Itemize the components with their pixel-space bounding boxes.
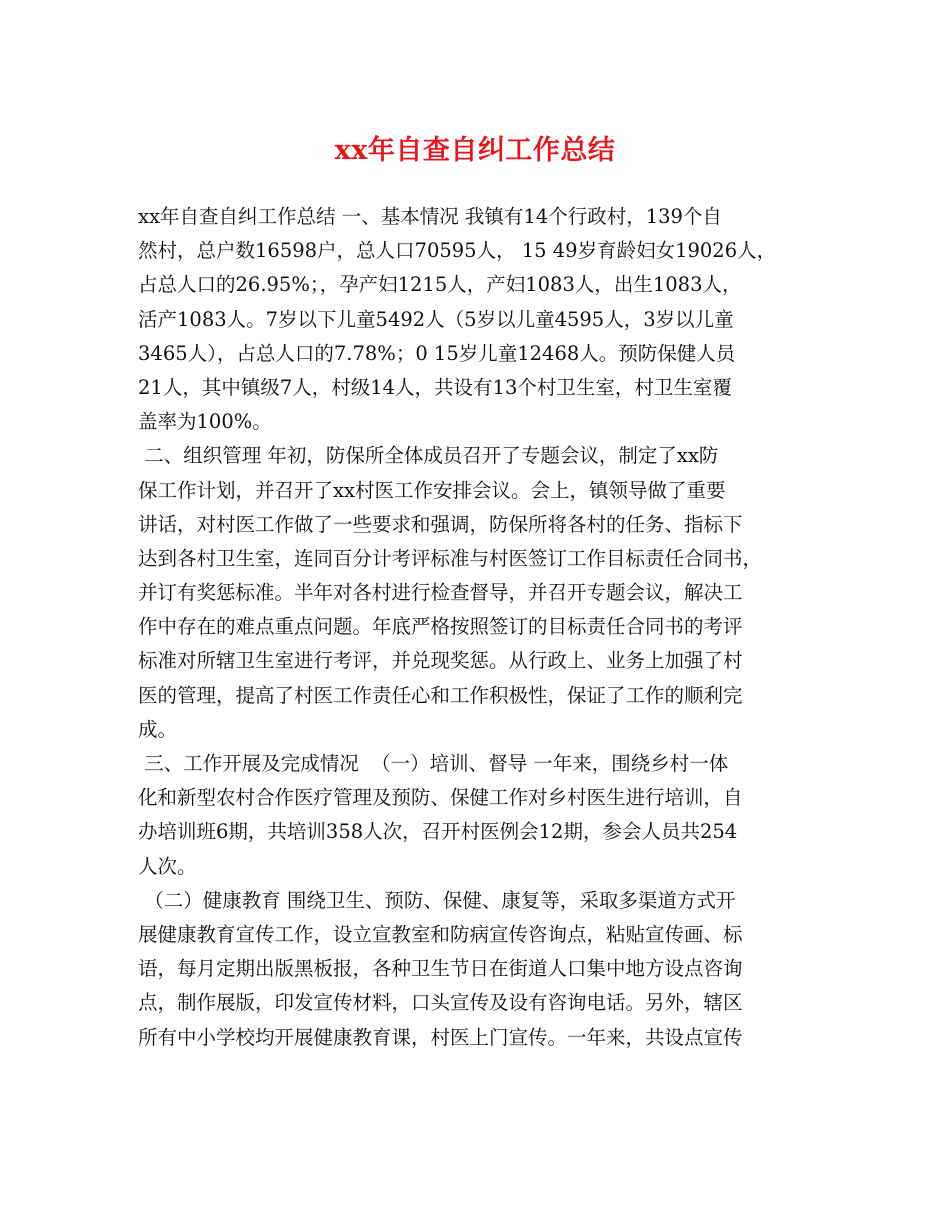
body-line: 达到各村卫生室，连同百分计考评标准与村医签订工作目标责任合同书， [138,546,763,570]
body-line: 人次。 [138,854,197,878]
body-line: 语，每月定期出版黑板报，各种卫生节日在街道人口集中地方设点咨询 [138,957,743,981]
body-line: 保工作计划，并召开了xx村医工作安排会议。会上，镇领导做了重要 [138,478,726,502]
body-line: 医的管理，提高了村医工作责任心和工作积极性，保证了工作的顺利完 [138,683,743,707]
body-line: 讲话，对村医工作做了一些要求和强调，防保所将各村的任务、指标下 [138,512,743,536]
body-line: 然村，总户数16598户，总人口70595人， 15 49岁育龄妇女19026人， [138,239,777,263]
body-line: 点，制作展版，印发宣传材料，口头宣传及设有咨询电话。另外，辖区 [138,991,743,1015]
body-line: 化和新型农村合作医疗管理及预防、保健工作对乡村医生进行培训，自 [138,786,743,810]
body-line: 21人，其中镇级7人，村级14人，共设有13个村卫生室，村卫生室覆 [138,375,732,399]
body-line: 展健康教育宣传工作，设立宣教室和防病宣传咨询点，粘贴宣传画、标 [138,922,743,946]
body-line: 活产1083人。7岁以下儿童5492人（5岁以儿童4595人，3岁以儿童 [138,307,734,331]
body-line: 成。 [138,717,178,741]
body-line: 作中存在的难点重点问题。年底严格按照签订的目标责任合同书的考评 [138,615,743,639]
document-body [138,200,818,1055]
body-line: 标准对所辖卫生室进行考评，并兑现奖惩。从行政上、业务上加强了村 [138,649,743,673]
body-line: 二、组织管理 年初，防保所全体成员召开了专题会议，制定了xx防 [138,444,719,468]
body-line: 办培训班6期，共培训358人次，召开村医例会12期，参会人员共254 [138,820,738,844]
document-title: xx年自查自纠工作总结 [334,135,616,166]
body-line: 三、工作开展及完成情况 （一）培训、督导 一年来，围绕乡村一体 [138,752,729,775]
body-line: xx年自查自纠工作总结 一、基本情况 我镇有14个行政村，139个自 [138,205,722,228]
body-line: 并订有奖惩标准。半年对各村进行检查督导，并召开专题会议，解决工 [138,581,743,605]
body-line: 盖率为100%。 [138,410,272,434]
body-line: 占总人口的26.95%；，孕产妇1215人，产妇1083人，出生1083人， [138,273,742,297]
body-line: （二）健康教育 围绕卫生、预防、保健、康复等，采取多渠道方式开 [138,888,736,912]
body-line: 3465人），占总人口的7.78%；0 15岁儿童12468人。预防保健人员 [138,341,736,365]
body-line: 所有中小学校均开展健康教育课，村医上门宣传。一年来，共设点宣传 [138,1025,743,1049]
